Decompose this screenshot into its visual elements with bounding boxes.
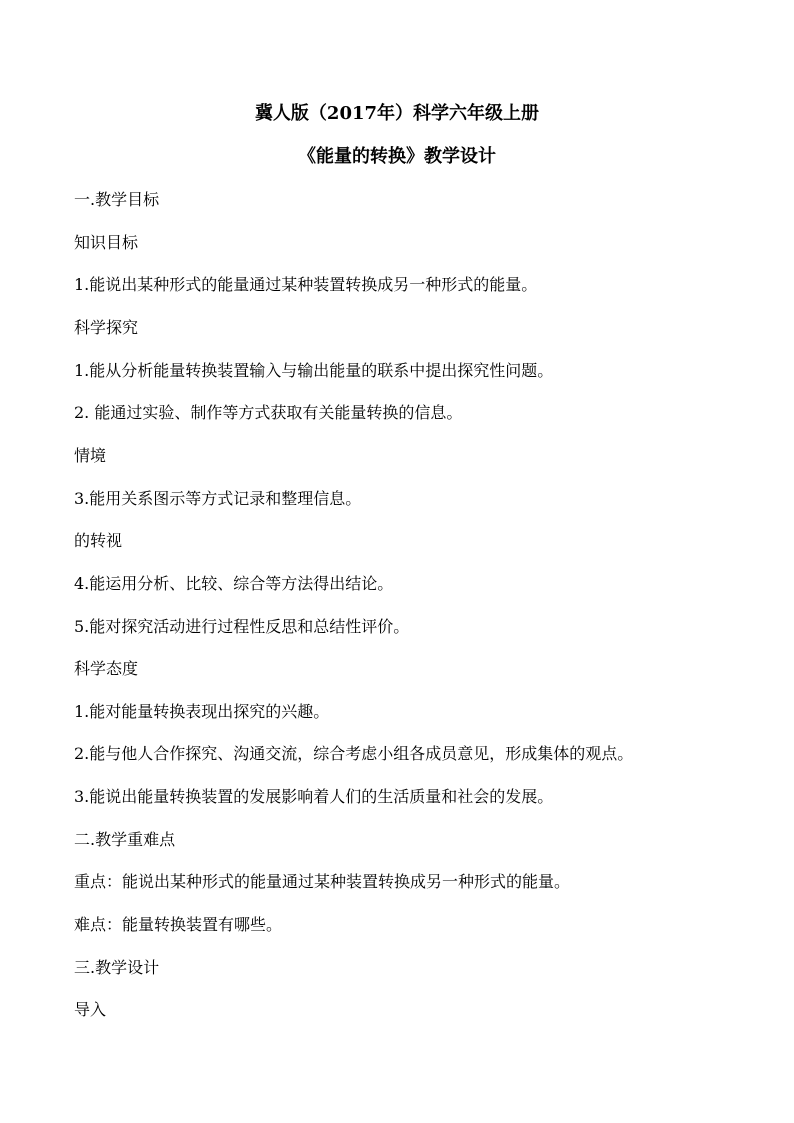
subheading-context: 情境 (74, 446, 107, 465)
subheading-science-attitude: 科学态度 (74, 659, 139, 678)
section-heading-objectives: 一.教学目标 (74, 190, 160, 209)
paragraph-line: 3.能用关系图示等方式记录和整理信息。 (74, 489, 362, 508)
subheading-misc: 的转视 (74, 531, 123, 550)
document-subtitle: 《能量的转换》教学设计 (298, 146, 496, 167)
subheading-science-inquiry: 科学探究 (74, 318, 139, 337)
paragraph-line: 2. 能通过实验、制作等方式获取有关能量转换的信息。 (74, 403, 463, 422)
paragraph-line: 1.能对能量转换表现出探究的兴趣。 (74, 702, 330, 721)
paragraph-line: 难点：能量转换装置有哪些。 (74, 915, 283, 934)
paragraph-line: 1.能说出某种形式的能量通过某种装置转换成另一种形式的能量。 (74, 275, 538, 294)
paragraph-line: 1.能从分析能量转换装置输入与输出能量的联系中提出探究性问题。 (74, 361, 554, 380)
paragraph-line: 2.能与他人合作探究、沟通交流，综合考虑小组各成员意见，形成集体的观点。 (74, 744, 634, 763)
paragraph-line: 5.能对探究活动进行过程性反思和总结性评价。 (74, 617, 410, 636)
document-title: 冀人版（2017年）科学六年级上册 (254, 103, 540, 124)
paragraph-line: 重点：能说出某种形式的能量通过某种装置转换成另一种形式的能量。 (74, 872, 571, 891)
section-heading-design: 三.教学设计 (74, 958, 160, 977)
subheading-introduction: 导入 (74, 1000, 107, 1019)
paragraph-line: 3.能说出能量转换装置的发展影响着人们的生活质量和社会的发展。 (74, 787, 554, 806)
paragraph-line: 4.能运用分析、比较、综合等方法得出结论。 (74, 574, 394, 593)
subheading-knowledge-goals: 知识目标 (74, 233, 139, 252)
section-heading-key-points: 二.教学重难点 (74, 830, 176, 849)
